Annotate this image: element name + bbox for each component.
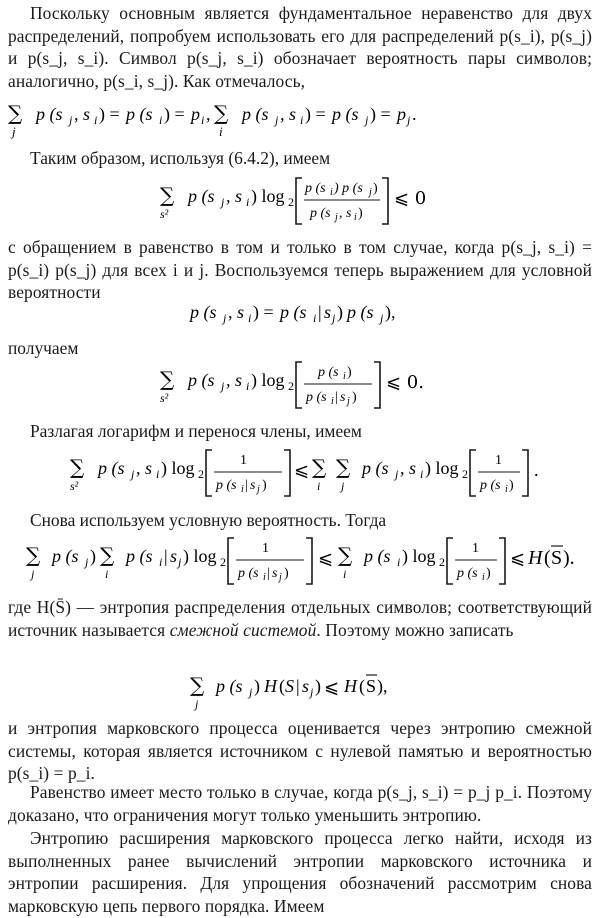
svg-text:|: | (164, 546, 168, 566)
svg-text:p: p (397, 104, 406, 124)
equation-expanded-log (0, 444, 600, 508)
svg-text:p (s: p (s (216, 676, 243, 696)
svg-text:j: j (31, 567, 35, 581)
svg-text:) p (s: ) p (s (334, 181, 363, 196)
svg-text:j: j (131, 467, 135, 481)
svg-text:|: | (335, 390, 338, 405)
svg-text:): ) (347, 365, 352, 380)
svg-text:j: j (249, 685, 253, 699)
paragraph-text: Снова используем условную вероятность. Тогда (30, 510, 387, 530)
svg-text:j: j (341, 479, 345, 493)
svg-text:s: s (324, 302, 332, 322)
svg-text:p (s: p (s (238, 566, 259, 581)
svg-text:∑: ∑ (100, 543, 115, 567)
paragraph-text: Энтропию расширения марковского процесса легко найти, исходя из выполненных ранее вычислений энтропии марковского источника и энтропии расширения. Для упрощения обозначений рассмотрим снова марковскую цепь первого порядка. Имеем (8, 828, 592, 916)
svg-text:∑: ∑ (336, 455, 351, 479)
svg-text:j: j (395, 467, 399, 481)
svg-text:p (s: p (s (347, 302, 374, 322)
svg-text:p (s: p (s (36, 104, 63, 124)
equation-marginal-sums-graphic (6, 100, 596, 140)
equation-marginal-sums (6, 100, 596, 146)
svg-text:(: ( (279, 676, 285, 696)
svg-text:p (s: p (s (190, 302, 217, 322)
svg-text:j: j (257, 484, 260, 495)
svg-text:2: 2 (439, 555, 445, 569)
svg-text:2: 2 (288, 379, 294, 393)
svg-text:): ) (315, 676, 321, 696)
svg-text:p (s: p (s (318, 365, 339, 380)
svg-text:p (s: p (s (280, 302, 307, 322)
svg-text:i: i (248, 311, 252, 325)
svg-text:): ) (373, 181, 378, 196)
svg-text:2: 2 (462, 467, 468, 481)
svg-text:,: , (206, 104, 211, 124)
svg-text:): ) (486, 566, 491, 581)
svg-text:).: ). (563, 547, 575, 569)
svg-text:p (s: p (s (242, 104, 269, 124)
paragraph-text: получаем (8, 338, 79, 358)
svg-text:(: ( (359, 676, 365, 696)
svg-text:S: S (551, 547, 563, 569)
svg-text:⩽: ⩽ (510, 548, 526, 569)
svg-text:i: i (397, 555, 401, 569)
svg-text:p (s: p (s (332, 104, 359, 124)
svg-text:) =: ) = (253, 302, 274, 322)
svg-text:s²: s² (70, 479, 79, 493)
equation-conditional-probability-graphic (0, 298, 600, 326)
svg-text:∑: ∑ (70, 455, 85, 479)
svg-text:p (s: p (s (216, 478, 237, 493)
paragraph-text: где H(S̄) — энтропия распределения отдельных символов; соответствующий источник называется (8, 597, 592, 640)
svg-text:i: i (159, 555, 163, 569)
paragraph-thus-using (30, 147, 592, 170)
svg-text:): ) (509, 478, 514, 493)
svg-text:⩽: ⩽ (324, 677, 340, 698)
paragraph-adjoint-system (8, 596, 592, 641)
svg-text:j: j (347, 396, 350, 407)
svg-text:j: j (365, 113, 369, 127)
svg-text:|: | (296, 676, 300, 696)
svg-text:j: j (85, 555, 89, 569)
svg-text:j: j (407, 113, 411, 127)
svg-text:j: j (380, 311, 384, 325)
paragraph-markov-entropy-estimate (8, 717, 592, 785)
paragraph-expanding-log (30, 420, 592, 443)
svg-text:H: H (344, 676, 357, 696)
svg-text:, s: , s (136, 458, 153, 478)
svg-text:i: i (263, 572, 266, 583)
svg-text:j: j (221, 379, 225, 393)
paragraph-text: Равенство имеет место только в случае, когда p(s_j, s_i) = p_j p_i. Поэтому доказано, что ограничения могут только уменьшить энтропию. (8, 782, 592, 825)
svg-text:j: j (12, 124, 16, 139)
svg-text:∑: ∑ (214, 101, 229, 125)
equation-markov-entropy-bound (0, 662, 600, 718)
svg-text:i: i (343, 567, 347, 581)
svg-text:2: 2 (198, 467, 204, 481)
paragraph-text: и энтропия марковского процесса оценивается через энтропию смежной системы, которая является источником с нулевой памятью и вероятностью p(s_i) = p_i. (8, 718, 592, 783)
svg-text:1: 1 (495, 453, 502, 468)
equation-markov-entropy-bound-graphic (0, 662, 600, 712)
svg-text:⩽ 0.: ⩽ 0. (386, 372, 424, 393)
svg-text:i: i (105, 567, 109, 581)
svg-text:∑: ∑ (338, 543, 353, 567)
svg-text:p (s: p (s (126, 104, 153, 124)
svg-text:p (s: p (s (98, 458, 125, 478)
svg-text:i: i (300, 113, 304, 127)
svg-text:j: j (279, 572, 282, 583)
paragraph-again-conditional (30, 509, 592, 532)
svg-text:j: j (310, 685, 314, 699)
svg-text:) log: ) log (251, 186, 285, 206)
svg-text:i: i (156, 467, 160, 481)
equation-inequality-joint-graphic (0, 172, 600, 230)
svg-text:) =: ) = (164, 104, 185, 124)
svg-text:j: j (369, 187, 372, 198)
svg-text:s: s (250, 478, 256, 493)
svg-text:): ) (337, 302, 343, 322)
equation-conditional-probability (0, 298, 600, 332)
svg-text:∑: ∑ (190, 673, 205, 697)
paragraph-equality-case (8, 781, 592, 826)
svg-text:) =: ) = (305, 104, 326, 124)
svg-text:i: i (505, 484, 508, 495)
svg-text:): ) (358, 206, 363, 221)
svg-text:, s: , s (226, 186, 243, 206)
svg-text:i: i (219, 124, 223, 139)
svg-text:⩽: ⩽ (294, 460, 310, 481)
svg-text:i: i (313, 311, 317, 325)
equation-inequality-conditional-graphic (0, 356, 600, 414)
svg-text:p (s: p (s (188, 370, 215, 390)
svg-text:.: . (534, 460, 539, 480)
svg-text:, s: , s (226, 370, 243, 390)
svg-text:∑: ∑ (312, 455, 327, 479)
svg-text:i: i (330, 187, 333, 198)
svg-text:i: i (241, 484, 244, 495)
svg-text:, s: , s (400, 458, 417, 478)
svg-text:S: S (285, 676, 294, 696)
svg-text:): ) (90, 546, 96, 566)
svg-text:j: j (195, 697, 199, 711)
svg-text:p (s: p (s (480, 478, 501, 493)
svg-text:) =: ) = (370, 104, 391, 124)
svg-text:) =: ) = (99, 104, 120, 124)
svg-text:i: i (482, 572, 485, 583)
svg-text:H: H (264, 676, 277, 696)
svg-text:j: j (221, 195, 225, 209)
svg-text:⩽: ⩽ (318, 548, 334, 569)
svg-text:⩽ 0: ⩽ 0 (394, 188, 427, 209)
svg-text:) log: ) log (425, 458, 459, 478)
svg-text:|: | (245, 478, 248, 493)
svg-text:1: 1 (472, 541, 479, 556)
paragraph-text: Поскольку основным является фундаментальное неравенство для двух распределений, попробуем использовать его для распределений p(s_i), p(s_j) и p(s_j, s_i). Символ p(s_j, s_i) обозначает вероятность пары символов; аналогично, p(s_i, s_j). Как отмечалось, (8, 3, 592, 91)
svg-text:i: i (201, 113, 205, 127)
svg-text:): ) (352, 390, 357, 405)
svg-text:p (s: p (s (126, 546, 153, 566)
paragraph-text-end: . Поэтому можно записать (316, 619, 514, 640)
svg-text:s: s (272, 566, 278, 581)
svg-text:.: . (412, 104, 417, 124)
svg-text:i: i (354, 212, 357, 223)
svg-text:) log: ) log (161, 458, 195, 478)
svg-text:s: s (340, 390, 346, 405)
svg-text:): ) (284, 566, 289, 581)
svg-text:2: 2 (288, 195, 294, 209)
paragraph-text: Таким образом, используя (6.4.2), имеем (30, 148, 331, 168)
svg-text:): ) (262, 478, 267, 493)
svg-text:i: i (420, 467, 424, 481)
svg-text:),: ), (385, 302, 396, 322)
svg-text:, s: , s (339, 206, 352, 221)
paragraph-markov-extension (8, 827, 592, 917)
term-adjoint-system: смежной системой (169, 619, 317, 640)
svg-text:i: i (246, 379, 250, 393)
svg-text:2: 2 (220, 555, 226, 569)
svg-text:p (s: p (s (305, 181, 326, 196)
svg-text:i: i (94, 113, 98, 127)
svg-text:j: j (275, 113, 279, 127)
svg-text:),: ), (377, 676, 388, 696)
svg-text:j: j (332, 311, 336, 325)
svg-text:) log: ) log (402, 546, 436, 566)
svg-text:p (s: p (s (306, 390, 327, 405)
svg-text:∑: ∑ (8, 101, 23, 125)
paragraph-text: Разлагая логарифм и перенося члены, имеем (30, 421, 362, 441)
svg-text:i: i (317, 479, 321, 493)
equation-entropy-bound-graphic (6, 532, 596, 590)
svg-text:j: j (178, 555, 182, 569)
svg-text:p (s: p (s (362, 458, 389, 478)
svg-text:s: s (170, 546, 178, 566)
svg-text:j: j (335, 212, 338, 223)
svg-text:∑: ∑ (26, 543, 41, 567)
equation-inequality-joint (0, 172, 600, 236)
svg-text:1: 1 (240, 453, 247, 468)
equation-entropy-bound (6, 532, 596, 596)
paragraph-fundamental-inequality (8, 2, 592, 92)
svg-text:p (s: p (s (364, 546, 391, 566)
svg-text:∑: ∑ (160, 183, 175, 207)
svg-text:i: i (331, 396, 334, 407)
svg-text:j: j (223, 311, 227, 325)
svg-text:) log: ) log (183, 546, 217, 566)
svg-text:p (s: p (s (52, 546, 79, 566)
svg-text:H: H (528, 547, 543, 569)
paragraph-text: с обращением в равенство в том и только в том случае, когда p(s_j, s_i) = p(s_i) p(s_j) для всех i и j. Воспользуемся теперь выражением для условной вероятности (8, 237, 592, 302)
svg-text:, s: , s (228, 302, 245, 322)
svg-text:i: i (159, 113, 163, 127)
svg-text:i: i (343, 371, 346, 382)
svg-text:j: j (69, 113, 73, 127)
svg-text:p (s: p (s (310, 206, 331, 221)
svg-text:|: | (267, 566, 270, 581)
svg-text:S: S (366, 676, 377, 696)
svg-text:|: | (318, 302, 322, 322)
equation-inequality-conditional (0, 356, 600, 420)
svg-text:(: ( (544, 547, 551, 569)
svg-text:, s: , s (280, 104, 297, 124)
svg-text:s: s (302, 676, 310, 696)
svg-text:): ) (254, 676, 260, 696)
svg-text:i: i (246, 195, 250, 209)
svg-text:p (s: p (s (188, 186, 215, 206)
svg-text:) log: ) log (251, 370, 285, 390)
svg-text:s²: s² (160, 207, 169, 221)
paragraph-equality-condition (8, 236, 592, 304)
equation-expanded-log-graphic (0, 444, 600, 502)
svg-text:p: p (191, 104, 200, 124)
svg-text:, s: , s (74, 104, 91, 124)
svg-text:∑: ∑ (160, 367, 175, 391)
svg-text:1: 1 (262, 541, 269, 556)
svg-text:s²: s² (160, 391, 169, 405)
svg-text:p (s: p (s (457, 566, 478, 581)
